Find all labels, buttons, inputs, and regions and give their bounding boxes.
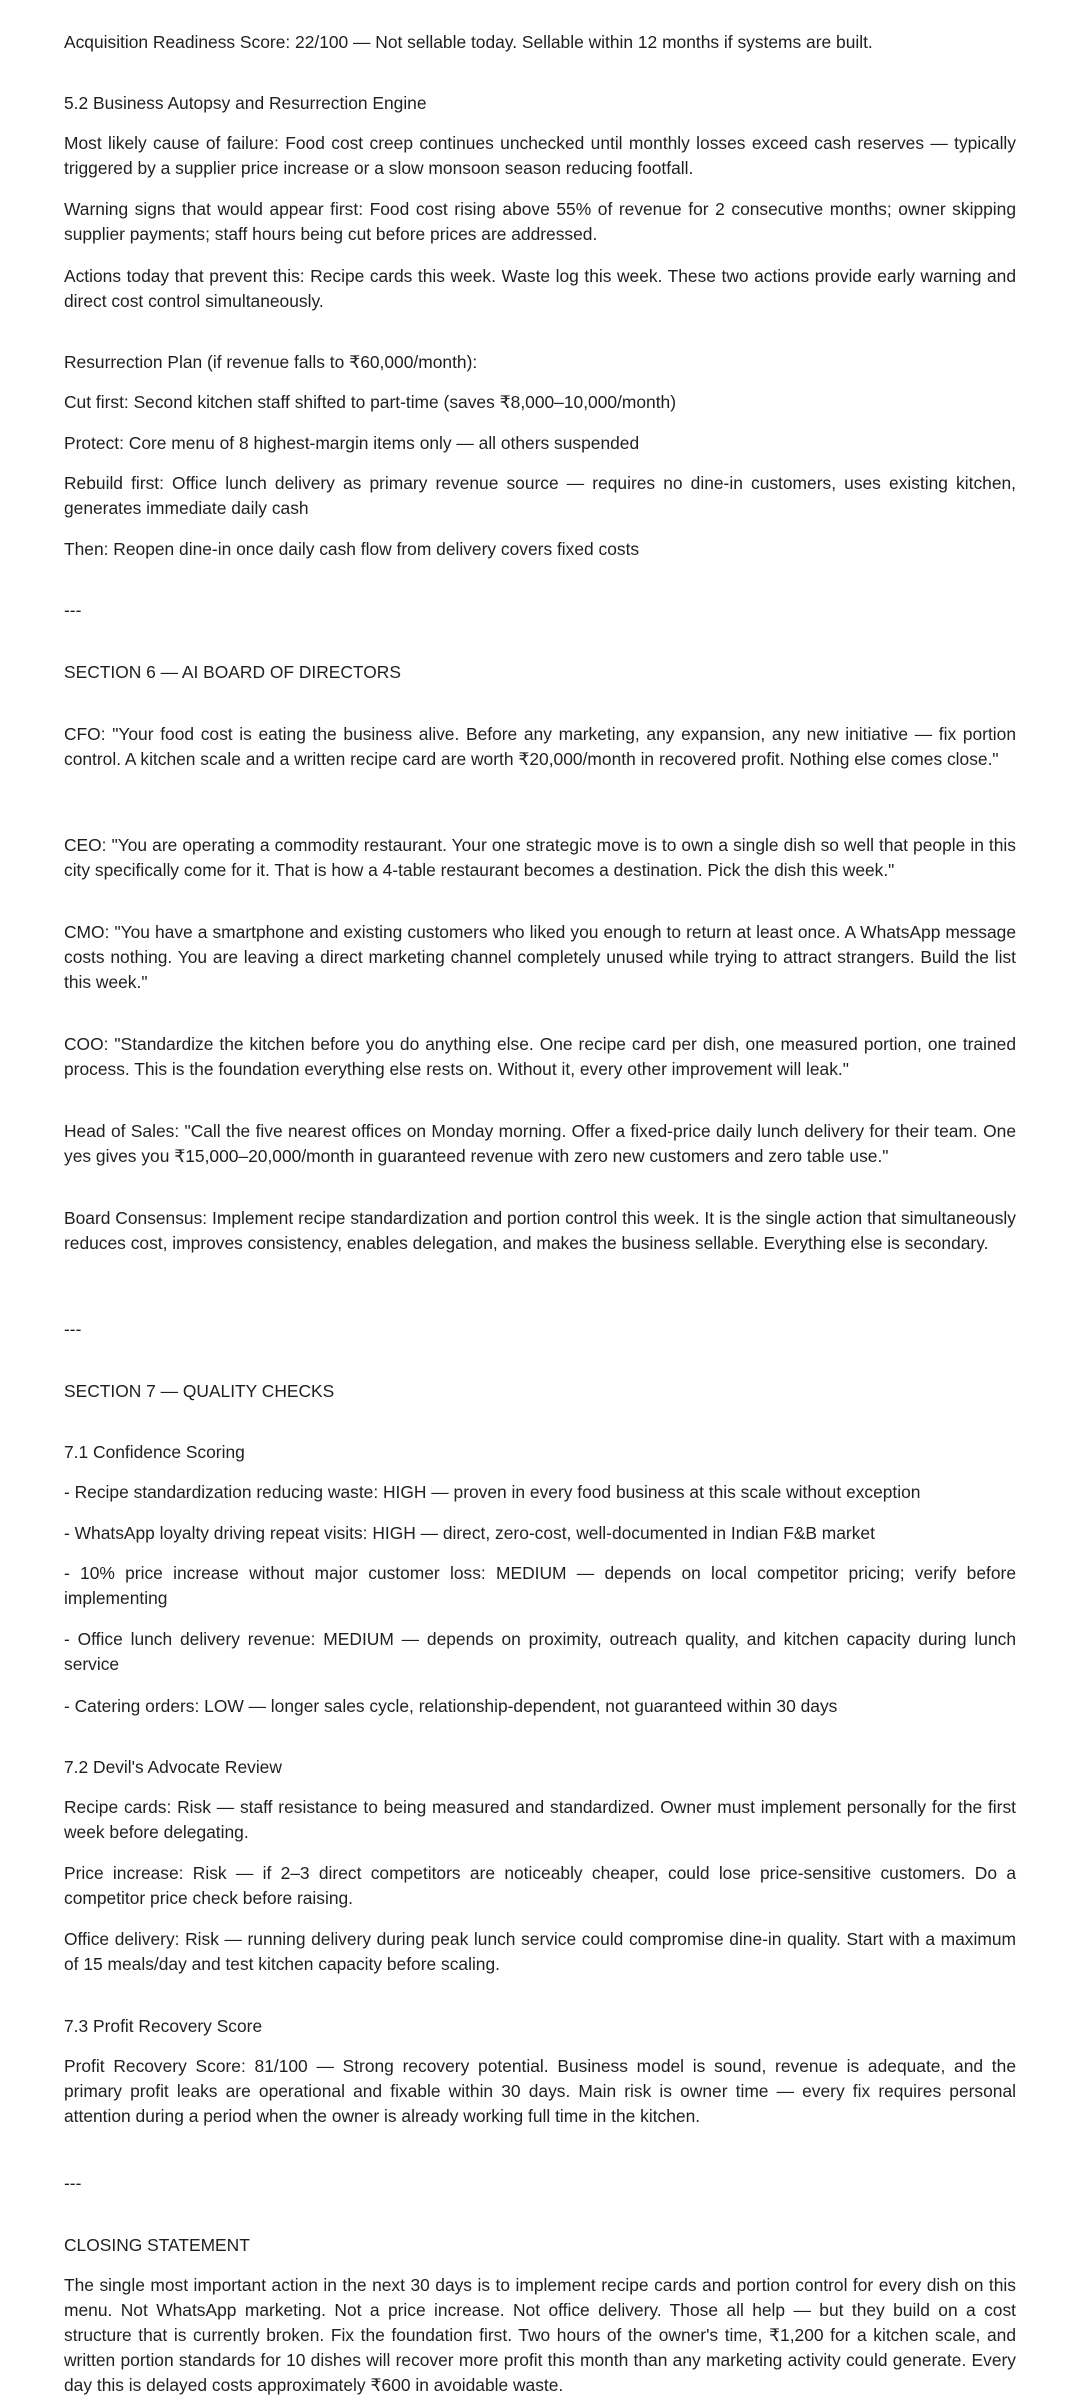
paragraph-then: Then: Reopen dine-in once daily cash flow from delivery covers fixed costs	[64, 539, 640, 559]
section-heading-7-2: 7.2 Devil's Advocate Review	[64, 1757, 282, 1777]
list-item: - 10% price increase without major customer loss: MEDIUM — depends on local competitor pricing; verify before implementing	[64, 1563, 1016, 1608]
paragraph-failure-cause: Most likely cause of failure: Food cost creep continues unchecked until monthly losses exceed cash reserves — typically triggered by a supplier price increase or a slow monsoon season reducing footfall.	[64, 133, 1016, 178]
paragraph-protect: Protect: Core menu of 8 highest-margin items only — all others suspended	[64, 433, 640, 453]
paragraph-recipe-cards-risk: Recipe cards: Risk — staff resistance to being measured and standardized. Owner must implement personally for the first week before delegating.	[64, 1797, 1016, 1842]
list-item: - Catering orders: LOW — longer sales cycle, relationship-dependent, not guaranteed within 30 days	[64, 1696, 838, 1716]
resurrection-plan-heading: Resurrection Plan (if revenue falls to ₹60,000/month):	[64, 352, 478, 372]
paragraph-ceo: CEO: "You are operating a commodity restaurant. Your one strategic move is to own a single dish so well that people in this city specifically come for it. That is how a 4-table restaurant becomes a destination. Pick the dish this week."	[64, 835, 1016, 880]
paragraph-preventive-actions: Actions today that prevent this: Recipe cards this week. Waste log this week. These two actions provide early warning and direct cost control simultaneously.	[64, 266, 1016, 311]
separator: ---	[64, 1319, 82, 1339]
paragraph-cfo: CFO: "Your food cost is eating the business alive. Before any marketing, any expansion, any new initiative — fix portion control. A kitchen scale and a written recipe card are worth ₹20,000/month in recovered profit. Nothing else comes close."	[64, 724, 1016, 769]
separator: ---	[64, 2173, 82, 2193]
separator: ---	[64, 600, 82, 620]
paragraph-office-delivery-risk: Office delivery: Risk — running delivery during peak lunch service could compromise dine-in quality. Start with a maximum of 15 meals/day and test kitchen capacity before scaling.	[64, 1929, 1016, 1974]
acquisition-readiness-score: Acquisition Readiness Score: 22/100 — Not sellable today. Sellable within 12 months if systems are built.	[64, 32, 873, 52]
list-item: - Recipe standardization reducing waste: HIGH — proven in every food business at this scale without exception	[64, 1482, 921, 1502]
list-item: - Office lunch delivery revenue: MEDIUM — depends on proximity, outreach quality, and kitchen capacity during lunch service	[64, 1629, 1016, 1674]
section-heading-7-3: 7.3 Profit Recovery Score	[64, 2016, 263, 2036]
section-heading-6: SECTION 6 — AI BOARD OF DIRECTORS	[64, 662, 401, 682]
section-heading-7-1: 7.1 Confidence Scoring	[64, 1442, 245, 1462]
paragraph-closing-statement: The single most important action in the next 30 days is to implement recipe cards and portion control for every dish on this menu. Not WhatsApp marketing. Not a price increase. Not office delivery. Those all help — but they build on a cost structure that is currently broken. Fix the foundation first. Two hours of the owner's time, ₹1,200 for a kitchen scale, and written portion standards for 10 dishes will recover more profit this month than any marketing activity could generate. Every day this is delayed costs approximately ₹600 in avoidable waste.	[64, 2275, 1016, 2395]
paragraph-head-of-sales: Head of Sales: "Call the five nearest offices on Monday morning. Offer a fixed-price daily lunch delivery for their team. One yes gives you ₹15,000–20,000/month in guaranteed revenue with zero new customers and zero table use."	[64, 1121, 1016, 1166]
closing-statement-heading: CLOSING STATEMENT	[64, 2235, 250, 2255]
paragraph-price-increase-risk: Price increase: Risk — if 2–3 direct competitors are noticeably cheaper, could lose price-sensitive customers. Do a competitor price check before raising.	[64, 1863, 1016, 1908]
paragraph-rebuild-first: Rebuild first: Office lunch delivery as primary revenue source — requires no dine-in customers, uses existing kitchen, generates immediate daily cash	[64, 473, 1016, 518]
paragraph-cut-first: Cut first: Second kitchen staff shifted to part-time (saves ₹8,000–10,000/month)	[64, 392, 677, 412]
list-item: - WhatsApp loyalty driving repeat visits: HIGH — direct, zero-cost, well-documented in Indian F&B market	[64, 1523, 875, 1543]
paragraph-coo: COO: "Standardize the kitchen before you do anything else. One recipe card per dish, one measured portion, one trained process. This is the foundation everything else rests on. Without it, every other improvement will leak."	[64, 1034, 1016, 1079]
section-heading-5-2: 5.2 Business Autopsy and Resurrection Engine	[64, 93, 427, 113]
paragraph-warning-signs: Warning signs that would appear first: Food cost rising above 55% of revenue for 2 consecutive months; owner skipping supplier payments; staff hours being cut before prices are addressed.	[64, 199, 1016, 244]
paragraph-board-consensus: Board Consensus: Implement recipe standardization and portion control this week. It is the single action that simultaneously reduces cost, improves consistency, enables delegation, and makes the business sellable. Everything else is secondary.	[64, 1208, 1016, 1253]
paragraph-cmo: CMO: "You have a smartphone and existing customers who liked you enough to return at least once. A WhatsApp message costs nothing. You are leaving a direct marketing channel completely unused while trying to attract strangers. Build the list this week."	[64, 922, 1016, 992]
section-heading-7: SECTION 7 — QUALITY CHECKS	[64, 1381, 335, 1401]
paragraph-profit-recovery-score: Profit Recovery Score: 81/100 — Strong recovery potential. Business model is sound, revenue is adequate, and the primary profit leaks are operational and fixable within 30 days. Main risk is owner time — every fix requires personal attention during a period when the owner is already working full time in the kitchen.	[64, 2056, 1016, 2126]
